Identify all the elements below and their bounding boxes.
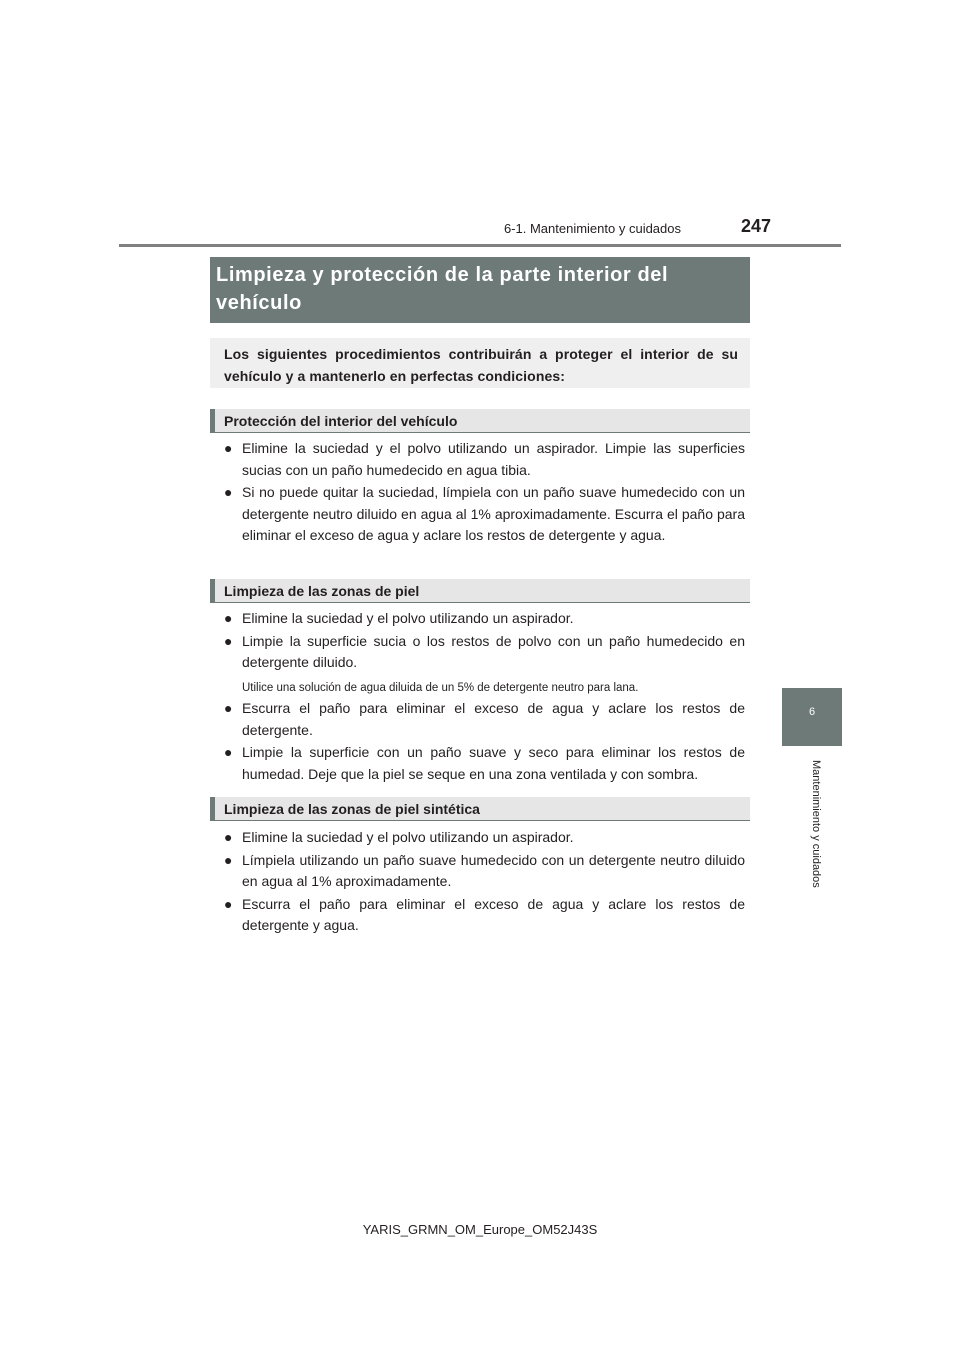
list-item: ● Limpie la superficie con un paño suave y seco para eliminar los restos de humedad. Deje que la piel se seque en una zona ventilada y con sombra. [224,744,745,782]
section-heading-interior-protection [210,409,750,433]
page-title-box [210,257,750,323]
bullet-icon: ● [224,851,233,868]
bullet-list [224,698,745,785]
bullet-icon: ● [224,895,233,912]
chapter-tab-number: 6 [808,706,816,718]
bullet-list [224,608,745,674]
section-heading-synthetic-leather [210,797,750,821]
document-footer: YARIS_GRMN_OM_Europe_OM52J43S [362,1222,598,1237]
intro-text: Los siguientes procedimientos contribuirán a proteger el interior de su vehículo y a mantenerlo en perfectas condiciones: [224,346,738,384]
bullet-icon: ● [224,829,233,845]
bullet-icon: ● [224,744,233,760]
list-item: ● Si no puede quitar la suciedad, límpiela con un paño suave humedecido con un detergente neutro diluido en agua al 1% aproximadamente. Escurra el paño para eliminar el exceso de agua y aclare los restos de detergente y agua. [224,484,745,543]
bullet-list [224,438,745,547]
bullet-icon: ● [224,700,233,716]
list-item: ● Limpie la superficie sucia o los restos de polvo con un paño humedecido en detergente diluido. [224,632,745,670]
list-item: ● Elimine la suciedad y el polvo utilizando un aspirador. [224,827,745,849]
section-heading-text: Limpieza de las zonas de piel sintética [224,801,480,817]
section-heading-text: Protección del interior del vehículo [224,413,458,429]
page-number: 247 [741,216,772,236]
running-header-section: 6-1. Mantenimiento y cuidados [503,221,681,236]
bullet-icon: ● [224,632,233,649]
list-item: ● Escurra el paño para eliminar el exceso de agua y aclare los restos de detergente y agua. [224,895,745,933]
section-heading-leather [210,579,750,603]
page-title: Limpieza y protección de la parte interior del vehículo [216,264,669,314]
bullet-list [224,827,745,937]
bullet-icon: ● [224,440,233,456]
bullet-icon: ● [224,484,233,500]
list-item: ● Elimine la suciedad y el polvo utilizando un aspirador. Limpie las superficies sucias con un paño humedecido en agua tibia. [224,440,745,478]
list-item: ● Límpiela utilizando un paño suave humedecido con un detergente neutro diluido en agua al 1% aproximadamente. [224,851,745,889]
bullet-icon: ● [224,610,233,626]
section-heading-text: Limpieza de las zonas de piel [224,583,420,599]
intro-box [210,338,750,388]
header-rule [119,244,841,247]
chapter-tab-label: Mantenimiento y cuidados [810,760,822,888]
note-text: Utilice una solución de agua diluida de un 5% de detergente neutro para lana. [242,682,639,694]
list-item: ● Escurra el paño para eliminar el exceso de agua y aclare los restos de detergente. [224,700,745,738]
list-item: ● Elimine la suciedad y el polvo utilizando un aspirador. [224,608,745,630]
